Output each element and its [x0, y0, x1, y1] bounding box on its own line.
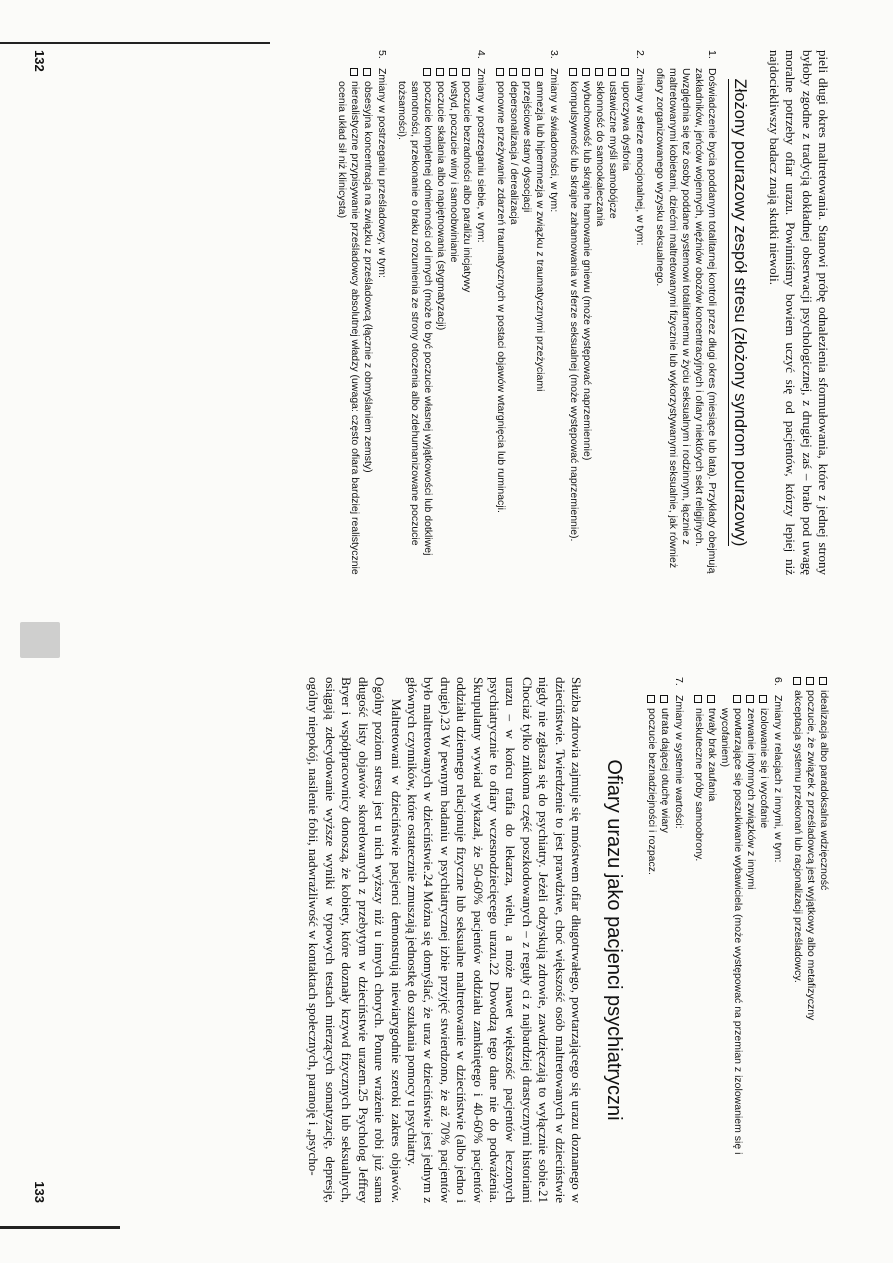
- checkbox-square-icon: [535, 68, 543, 76]
- bullet-text: wybuchowość lub skrajne hamowanie gniewu (może występować naprzemiennie): [581, 81, 594, 461]
- checkbox-bullet-item: [580, 68, 593, 575]
- bullet-text: amnezja lub hipermnezja w związku z traumatycznymi przeżyciami: [534, 81, 547, 392]
- checkbox-bullet-item: [593, 68, 606, 575]
- continued-bullets: [791, 677, 830, 1203]
- criterion-item: [567, 50, 646, 575]
- checkbox-bullet-item: [460, 68, 473, 575]
- paragraph-2: Maltretowani w dzieciństwie pacjenci demonstrują niewiarygodnie szeroki zakres objawów. Ogólny poziom stresu jest u nich wyższy niż u innych chorych. Ponure wrażenie robi już sama długość listy objawów skorelowanych z przebytym w dzieciństwie urazem.25 Psycholog Jeffrey Bryer i współpracownicy donoszą, że kobiety, które doznały krzywd fizycznych lub seksualnych, osiągają zdecydowanie wyższe wyniki w typowych testach mierzących somatyzację, depresję, ogólny niepokój, nasilenie fobii, nadwrażliwość w kontaktach społecznych, paranoję i „psycho-: [306, 677, 404, 1203]
- criterion-item: [335, 50, 388, 575]
- checkbox-square-icon: [423, 68, 431, 76]
- checkbox-square-icon: [694, 695, 702, 703]
- criterion-number: 7.: [673, 677, 685, 686]
- criterion-number: 3.: [548, 50, 561, 59]
- checkbox-bullet-item: [705, 695, 718, 1203]
- checkbox-square-icon: [660, 695, 668, 703]
- checkbox-square-icon: [449, 68, 457, 76]
- checkbox-bullet-item: [335, 68, 361, 575]
- checkbox-square-icon: [806, 677, 814, 685]
- criteria-list-left: [335, 50, 718, 575]
- checkbox-bullet-item: [692, 695, 705, 1203]
- criterion-number: 5.: [376, 50, 389, 59]
- criterion-number: 2.: [634, 50, 647, 59]
- bullet-text: ponowne przeżywanie zdarzeń traumatycznych w postaci objawów wtargnięcia lub ruminacji.: [495, 81, 508, 513]
- checkbox-bullet-item: [606, 68, 619, 575]
- criterion-number: 4.: [475, 50, 488, 59]
- bullet-text: poczucie, że związek z prześladowcą jest wyjątkowy albo metafizyczny: [805, 690, 817, 1021]
- criterion-item: [645, 677, 685, 1203]
- bullet-text: utrata dającej otuchę wiary: [659, 708, 671, 833]
- bullet-text: ustawiczne myśli samobójcze: [607, 81, 620, 219]
- bullet-text: poczucie beznadziejności i rozpacz.: [646, 708, 658, 875]
- criterion-text: Zmiany w relacjach z innymi, w tym:: [772, 695, 784, 863]
- checkbox-bullet-item: [395, 68, 434, 575]
- bullet-text: wstyd, poczucie winy i samoobwinianie: [448, 81, 461, 263]
- criterion-text: Zmiany w postrzeganiu siebie, w tym:: [475, 68, 488, 243]
- checkbox-square-icon: [496, 68, 504, 76]
- criterion-text: Zmiany w sferze emocjonalnej, w tym:: [634, 68, 647, 246]
- checkbox-bullet-item: [567, 68, 580, 575]
- checkbox-bullet-item: [817, 677, 830, 1203]
- checkbox-square-icon: [746, 695, 754, 703]
- bullet-text: nieskuteczne próby samoobrony.: [693, 708, 705, 862]
- criterion-text: Zmiany w świadomości, w tym:: [548, 68, 561, 213]
- checkbox-square-icon: [621, 68, 629, 76]
- criterion-bullets: [567, 68, 632, 575]
- checkbox-square-icon: [608, 68, 616, 76]
- checkbox-bullet-item: [494, 68, 507, 575]
- checkbox-bullet-item: [658, 695, 671, 1203]
- checkbox-bullet-item: [757, 695, 770, 1203]
- checkbox-square-icon: [569, 68, 577, 76]
- checkbox-square-icon: [733, 695, 741, 703]
- left-page: [0, 0, 893, 615]
- checkbox-square-icon: [522, 68, 530, 76]
- section-title-complex-ptsd: Złożony pourazowy zespół stresu (złożony syndrom pourazowy): [730, 50, 749, 575]
- criterion-bullets: [494, 68, 546, 575]
- checkbox-square-icon: [793, 677, 801, 685]
- criteria-list-right: [645, 677, 784, 1203]
- checkbox-bullet-item: [645, 695, 658, 1203]
- paragraph-1: Służba zdrowia zajmuje się mnóstwem ofiar długotrwałego, powtarzającego się urazu doznanego w dzieciństwie. Twierdzenie to jest prawdziwe, choć większość osób maltretowanych w dzieciństwie nigdy nie zgłasza się do psychiatry. Jeżeli odzyskują zdrowie, zawdzięczają to wyłącznie sobie.21 Chociaż tylko znikoma część poszkodowanych – z reguły ci z najbardziej drastycznymi historiami urazu – w końcu trafia do lekarza, wielu, a może nawet większość pacjentów leczonych psychiatrycznie to ofiary wczesnodziecięcego urazu.22 Dowodzą tego dane nie do podważenia. Skrupulatny wywiad wykazał, że 50-60% pacjentów oddziału zamkniętego i 40-60% pacjentów oddziału dziennego relacjonuje fizyczne lub seksualne maltretowanie w dzieciństwie (albo jedno i drugie).23 W pewnym badaniu w psychiatrycznej izbie przyjęć stwierdzono, że aż 70% pacjentów było maltretowanych w dzieciństwie.24 Można się domyślać, że uraz w dzieciństwie jest jednym z głównych czynników, które ostatecznie zmuszają jednostkę do szukania pomocy u psychiatry.: [404, 677, 584, 1203]
- checkbox-square-icon: [759, 695, 767, 703]
- checkbox-square-icon: [595, 68, 603, 76]
- bullet-text: powtarzające się poszukiwanie wybawiciela (może występować na przemian z izolowaniem się i wycofaniem): [719, 708, 744, 1155]
- checkbox-bullet-item: [619, 68, 632, 575]
- checkbox-bullet-item: [520, 68, 533, 575]
- criterion-bullets: [645, 695, 671, 1203]
- checkbox-bullet-item: [744, 695, 757, 1203]
- bullet-text: obsesyjna koncentracja na związku z prześladowcą (łącznie z obmyślaniem zemsty): [362, 81, 375, 473]
- criterion-item: [653, 50, 718, 575]
- criterion-number: 6.: [772, 677, 784, 686]
- criterion-item: [395, 50, 487, 575]
- checkbox-square-icon: [582, 68, 590, 76]
- bullet-text: uporczywa dysforia: [620, 81, 633, 171]
- checkbox-square-icon: [819, 677, 827, 685]
- page-number-right: 133: [32, 1181, 47, 1203]
- checkbox-bullet-item: [791, 677, 804, 1203]
- section-title-trauma-victims: Ofiary urazu jako pacjenci psychiatryczni: [603, 759, 625, 1121]
- checkbox-bullet-item: [718, 695, 744, 1203]
- criterion-item: [494, 50, 560, 575]
- right-page: [0, 632, 893, 1263]
- criterion-text: Zmiany w postrzeganiu prześladowcy, w tym:: [376, 68, 389, 278]
- checkbox-square-icon: [707, 695, 715, 703]
- checkbox-square-icon: [462, 68, 470, 76]
- checkbox-bullet-item: [507, 68, 520, 575]
- page-number-left: 132: [32, 50, 47, 72]
- bullet-text: poczucie kompletnej odmienności od innych (może to być poczucie własnej wyjątkowości lub dotkliwej samotności, przekonanie o braku zrozumienia ze strony otoczenia albo zdehumanizowane poczucie tożsamości).: [396, 81, 435, 556]
- criterion-item: [692, 677, 784, 1203]
- criterion-text: Zmiany w systemie wartości:: [673, 695, 685, 829]
- checkbox-square-icon: [436, 68, 444, 76]
- checkbox-bullet-item: [804, 677, 817, 1203]
- checkbox-square-icon: [509, 68, 517, 76]
- criterion-bullets: [335, 68, 374, 575]
- checkbox-square-icon: [363, 68, 371, 76]
- criterion-text: Doświadczenie bycia poddanym totalitarnej kontroli przez długi okres (miesiące lub lata). Przykłady obejmują zakładników, jeńców wojennych, więźniów obozów koncentracyjnych i ofiary niektórych sekt religijnych. Uwzględnia się też osoby poddane systemowi totalitarnemu w życiu seksualnym i rodzinnym, łącznie z maltretowanymi kobietami, dziećmi maltretowanymi fizycznie lub wykorzystywanymi seksualnie, jak również ofiary zorganizowanego wyzysku seksualnego.: [654, 68, 719, 574]
- bullet-text: kompulsywność lub skrajne zahamowania w sferze seksualnej (może występować naprzemiennie).: [568, 81, 581, 542]
- checkbox-bullet-item: [533, 68, 546, 575]
- criterion-number: 1.: [706, 50, 719, 59]
- checkbox-bullet-item: [434, 68, 447, 575]
- bullet-text: depersonalizacja / derealizacja: [508, 81, 521, 225]
- checkbox-bullet-item: [361, 68, 374, 575]
- bullet-text: idealizacja albo paradoksalna wdzięczność: [818, 690, 830, 891]
- criterion-bullets: [692, 695, 770, 1203]
- intro-paragraph: pieli długi okres maltretowania. Stanowi próbę odnalezienia sformułowania, które z jednej strony byłoby zgodne z tradycją dokładnej obserwacji psychologicznej, z drugiej zaś – brało pod uwagę moralne potrzeby ofiar urazu. Powinniśmy bowiem uczyć się od pacjentów, którzy lepiej niż najdociekliwszy badacz znają skutki niewoli.: [766, 50, 831, 575]
- checkbox-square-icon: [647, 695, 655, 703]
- bullet-text: zerwanie intymnych związków z innymi: [745, 708, 757, 890]
- bullet-text: poczucie bezradności albo paraliżu inicjatywy: [461, 81, 474, 293]
- bullet-text: skłonność do samookaleczania: [594, 81, 607, 227]
- bullet-text: nierealistyczne przypisywanie prześladowcy absolutnej władzy (uwaga: często ofiara bardziej realistycznie ocenia układ sił niż klinicysta): [336, 81, 362, 575]
- bullet-text: poczucie skalania albo napiętnowania (stygmatyzacji): [435, 81, 448, 331]
- bullet-text: trwały brak zaufania: [706, 708, 718, 802]
- criterion-bullets: [395, 68, 473, 575]
- bullet-text: akceptacja systemu przekonań lub racjonalizacji prześladowcy.: [792, 690, 804, 983]
- bullet-text: przejściowe stany dysocjacji: [521, 81, 534, 213]
- checkbox-bullet-item: [447, 68, 460, 575]
- checkbox-square-icon: [350, 68, 358, 76]
- bullet-text: izolowanie się i wycofanie: [758, 708, 770, 829]
